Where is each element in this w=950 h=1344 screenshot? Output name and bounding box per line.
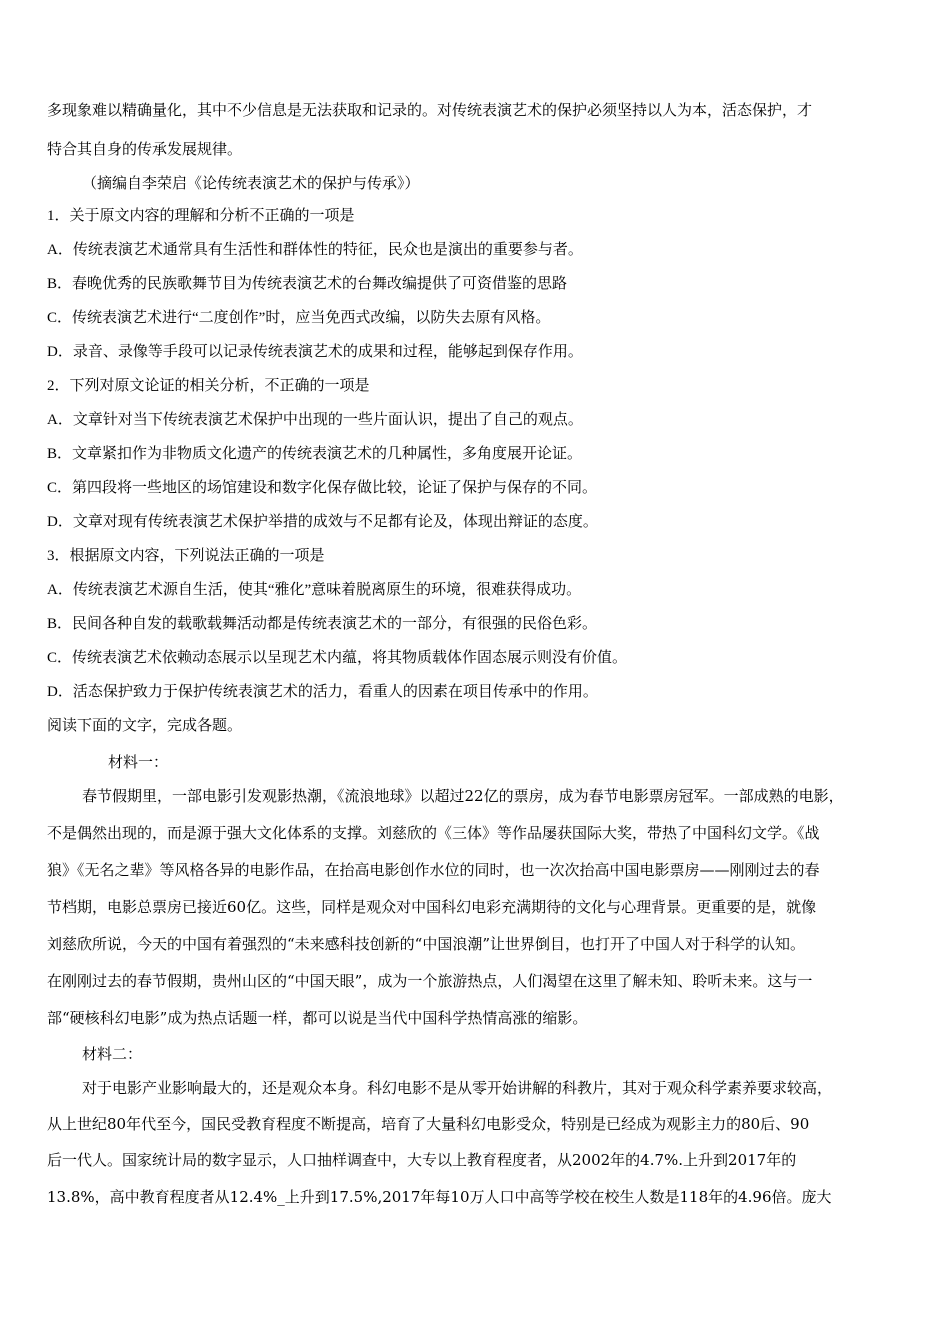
material-2-line: 对于电影产业影响最大的，还是观众本身。科幻电影不是从零开始讲解的科教片，其对于观众科学素养要求较高， xyxy=(82,1079,833,1097)
question-2-option-c: C．第四段将一些地区的场馆建设和数字化保存做比较，论证了保护与保存的不同。 xyxy=(47,480,598,496)
question-1-option-a: A．传统表演艺术通常具有生活性和群体性的特征，民众也是演出的重要参与者。 xyxy=(47,242,583,258)
reading-instruction: 阅读下面的文字，完成各题。 xyxy=(47,718,243,734)
question-1-option-b: B．春晚优秀的民族歌舞节目为传统表演艺术的台舞改编提供了可资借鉴的思路 xyxy=(47,276,568,292)
question-3-option-d: D．活态保护致力于保护传统表演艺术的活力，看重人的因素在项目传承中的作用。 xyxy=(47,684,598,700)
material-1-line: 狼》《无名之辈》等风格各异的电影作品，在抬高电影创作水位的同时，也一次次抬高中国电影票房——刚刚过去的春 xyxy=(47,861,820,879)
material-1-line: 刘慈欣所说，今天的中国有着强烈的“未来感科技创新的“中国浪潮”让世界倒目，也打开了中国人对于科学的认知。 xyxy=(47,935,806,953)
question-2-option-d: D．文章对现有传统表演艺术保护举措的成效与不足都有论及，体现出辩证的态度。 xyxy=(47,514,598,530)
question-3-option-a: A．传统表演艺术源自生活，使其“雅化”意味着脱离原生的环境，很难获得成功。 xyxy=(47,582,582,598)
material-2-line: 13.8%，高中教育程度者从12.4%_上升到17.5%,2017年每10万人口中高等学校在校生人数是118年的4.96倍。庞大 xyxy=(47,1188,832,1206)
question-2-option-a: A．文章针对当下传统表演艺术保护中出现的一些片面认识，提出了自己的观点。 xyxy=(47,412,583,428)
question-1-option-d: D．录音、录像等手段可以记录传统表演艺术的成果和过程，能够起到保存作用。 xyxy=(47,344,583,360)
material-2-line: 从上世纪80年代至今，国民受教育程度不断提高，培育了大量科幻电影受众，特别是已经成为观影主力的80后、90 xyxy=(47,1115,810,1133)
material-1-line: 部“硬核科幻电影”成为热点话题一样，都可以说是当代中国科学热情高涨的缩影。 xyxy=(47,1009,588,1027)
question-3-option-c: C．传统表演艺术依赖动态展示以呈现艺术内蕴，将其物质载体作固态展示则没有价值。 xyxy=(47,650,628,666)
question-1-stem: 1．关于原文内容的理解和分析不正确的一项是 xyxy=(47,208,355,224)
passage-line: 特合其自身的传承发展规律。 xyxy=(47,140,243,158)
question-3-option-b: B．民间各种自发的载歌载舞活动都是传统表演艺术的一部分，有很强的民俗色彩。 xyxy=(47,616,598,632)
material-2-label: 材料二： xyxy=(82,1045,143,1063)
material-2-line: 后一代人。国家统计局的数字显示，人口抽样调查中，大专以上教育程度者，从2002年的4.7%.上升到2017年的 xyxy=(47,1151,797,1169)
material-1-line: 春节假期里，一部电影引发观影热潮，《流浪地球》以超过22亿的票房，成为春节电影票房冠军。一部成熟的电影， xyxy=(82,787,844,805)
question-2-stem: 2．下列对原文论证的相关分析，不正确的一项是 xyxy=(47,378,370,394)
passage-source: （摘编自李荣启《论传统表演艺术的保护与传承》） xyxy=(82,174,420,192)
question-3-stem: 3．根据原文内容，下列说法正确的一项是 xyxy=(47,548,325,564)
material-1-line: 在刚刚过去的春节假期，贵州山区的“中国天眼”，成为一个旅游热点，人们渴望在这里了解未知、聆听未来。这与一 xyxy=(47,972,813,990)
passage-line: 多现象难以精确量化，其中不少信息是无法获取和记录的。对传统表演艺术的保护必须坚持以人为本，活态保护，才 xyxy=(47,101,813,119)
material-1-line: 节档期，电影总票房已接近60亿。这些，同样是观众对中国科幻电彩充满期待的文化与心理背景。更重要的是，就像 xyxy=(47,898,817,916)
material-1-line: 不是偶然出现的，而是源于强大文化体系的支撑。刘慈欣的《三体》等作品屡获国际大奖，带热了中国科幻文学。《战 xyxy=(47,824,820,842)
material-1-label: 材料一： xyxy=(108,753,169,771)
question-2-option-b: B．文章紧扣作为非物质文化遗产的传统表演艺术的几种属性，多角度展开论证。 xyxy=(47,446,583,462)
question-1-option-c: C．传统表演艺术进行“二度创作”时，应当免西式改编，以防失去原有风格。 xyxy=(47,310,551,326)
